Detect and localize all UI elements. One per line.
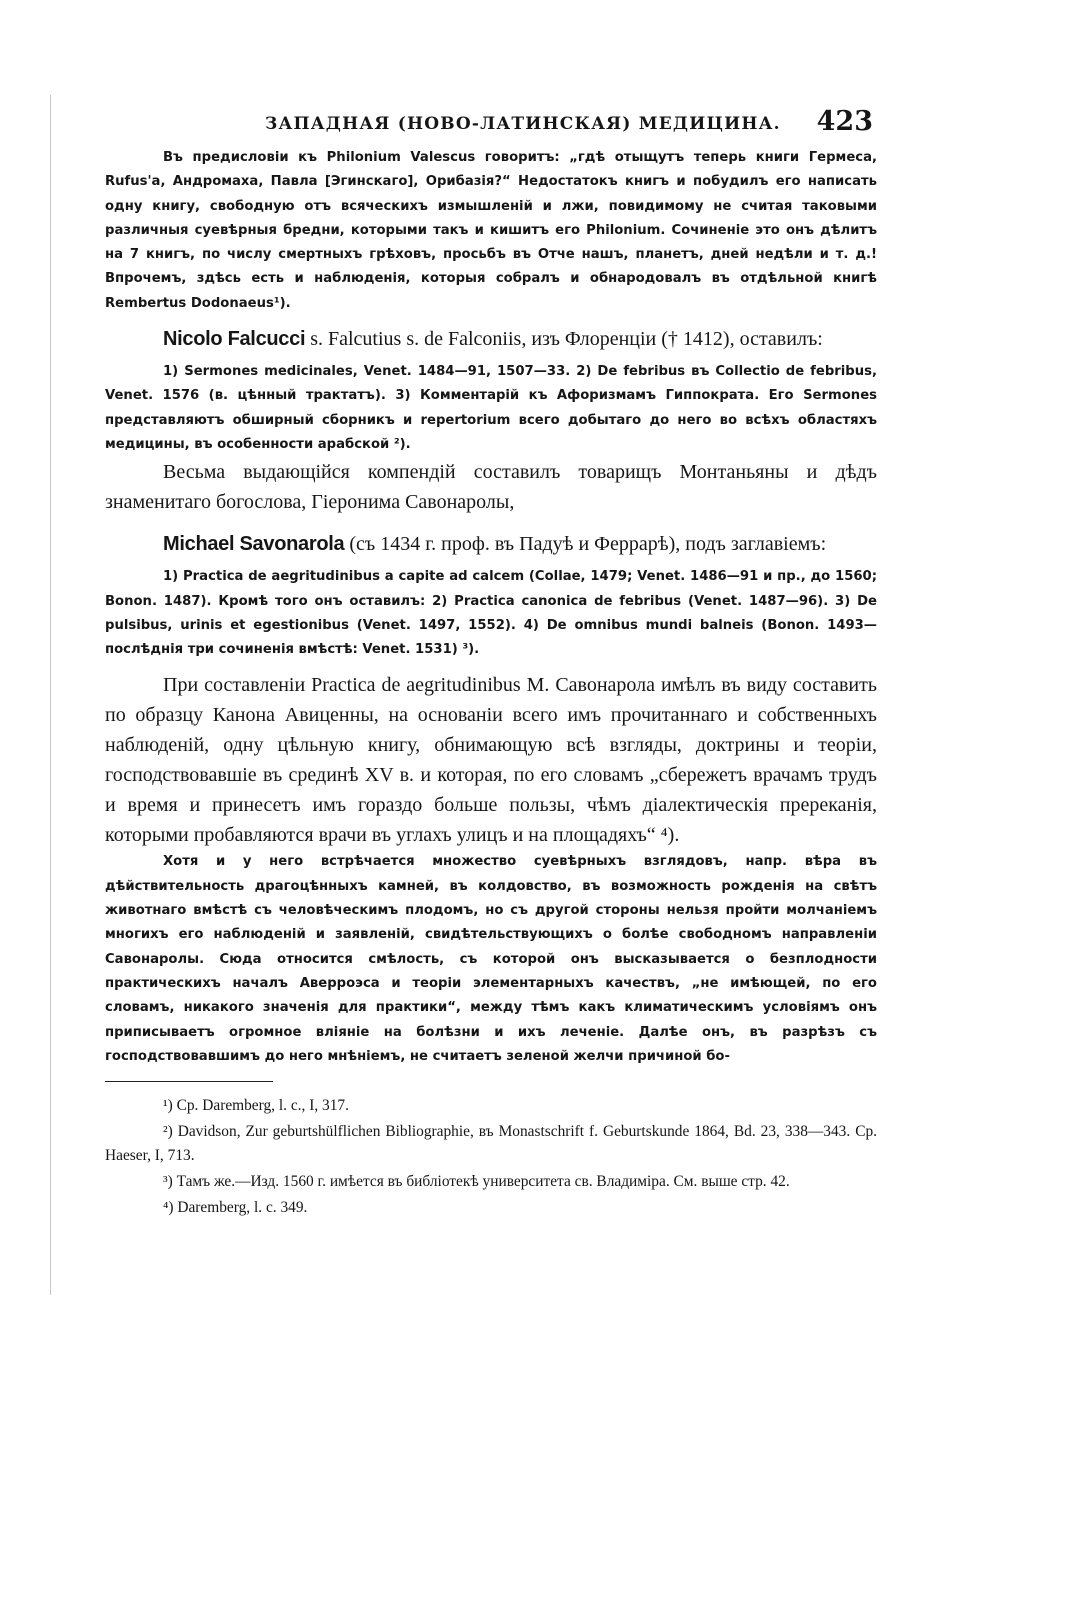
falcucci-works: 1) Sermones medicinales, Venet. 1484—91, 1507—33. 2) De febribus въ Collectio de febribus, Venet. 1576 (в. цѣнный трактатъ). 3) Комментарій къ Афоризмамъ Гиппократа. Его Sermones представляютъ обширный сборникъ и repertorium всего добытаго до него во всѣхъ областяхъ медицины, въ особенности арабской ²). — [105, 364, 877, 452]
entry-savonarola — [105, 529, 877, 559]
footnote-separator — [105, 1081, 273, 1082]
savonarola-works: 1) Practica de aegritudinibus a capite ad calcem (Collae, 1479; Venet. 1486—91 и пр., до 1560; Bonon. 1487). Кромѣ того онъ оставилъ: 2) Practica canonica de febribus (Venet. 1487—96). 3) De pulsibus, urinis et egestionibus (Venet. 1497, 1552). 4) De omnibus mundi balneis (Bonon. 1493—послѣднія три сочиненія вмѣстѣ: Venet. 1531) ³). — [105, 569, 877, 658]
paragraph-practica: При составленіи Practica de aegritudinibus М. Савонарола имѣлъ въ виду составить по образцу Канона Авиценны, на основаніи всего имъ прочитаннаго и собственныхъ наблюденій, одну цѣльную книгу, обнимающую всѣ взгляды, доктрины и теоріи, господствовавшіе въ срединѣ XV в. и которая, по его словамъ „сбережетъ врачамъ трудъ и время и принесетъ имъ гораздо больше пользы, чѣмъ діалектическія пререканія, которыми пробавляются врачи въ углахъ улицъ и на площадяхъ“ ⁴). — [105, 674, 877, 847]
footnote-1: ¹) Ср. Daremberg, l. c., I, 317. — [163, 1097, 349, 1115]
paragraph-valescus: Въ предисловіи къ Philonium Valescus говоритъ: „гдѣ отыщутъ теперь книги Гермеса, Rufus'а, Андромаха, Павла [Эгинскаго], Орибазія?“ Недостатокъ книгъ и побудилъ его написать одну книгу, свободную отъ всяческихъ измышленій и лжи, повидимому не считая таковыми различныя суевѣрныя бредни, которыми такъ и кишитъ его Philonium. Сочиненіе это онъ дѣлитъ на 7 книгъ, по числу смертныхъ грѣховъ, просьбъ въ Отче нашъ, планетъ, дней недѣли и т. д.! Впрочемъ, здѣсь есть и наблюденія, которыя собралъ и обнародовалъ въ отдѣльной книгѣ Rembertus Dodonaeus¹). — [105, 150, 877, 311]
entry-falcucci — [105, 324, 877, 354]
footnote-2: ²) Davidson, Zur geburtshülflichen Bibliographie, въ Monastschrift f. Geburtskunde 1864, Bd. 23, 338—343. Ср. Haeser, I, 713. — [105, 1123, 877, 1165]
running-head: ЗАПАДНАЯ (НОВО-ЛАТИНСКАЯ) МЕДИЦИНА. — [265, 114, 781, 134]
paragraph-superstitions: Хотя и у него встрѣчается множество суевѣрныхъ взглядовъ, напр. вѣра въ дѣйствительность драгоцѣнныхъ камней, въ колдовство, въ возможность рожденія на свѣтъ животнаго вмѣстѣ съ человѣческимъ плодомъ, но съ другой стороны нельзя пройти молчаніемъ многихъ его наблюденій и заявленій, свидѣтельствующихъ о болѣе свободномъ направленіи Савонаролы. Сюда относится смѣлость, съ которой онъ высказывается о безплодности практическихъ началъ Аверроэса и теоріи элементарныхъ качествъ, „не имѣющей, по его словамъ, никакого значенія для практики“, между тѣмъ какъ климатическимъ условіямъ онъ приписываетъ огромное вліяніе на болѣзни и ихъ леченіе. Далѣе онъ, въ разрѣзъ съ господствовавшимъ до него мнѣніемъ, не считаетъ зеленой желчи причиной бо- — [105, 854, 877, 1064]
page-header — [105, 100, 877, 146]
book-page — [105, 100, 877, 1220]
footnote-3: ³) Тамъ же.—Изд. 1560 г. имѣется въ библіотекѣ университета св. Владиміра. См. выше стр. 42. — [163, 1173, 790, 1191]
footnote-4: ⁴) Daremberg, l. c. 349. — [163, 1199, 308, 1217]
author-name-falcucci: Nicolo Falcucci — [163, 328, 306, 351]
page-margin-line — [50, 95, 51, 1295]
entry-savonarola-text: (съ 1434 г. проф. въ Падуѣ и Феррарѣ), подъ заглавіемъ: — [344, 533, 827, 556]
author-name-savonarola: Michael Savonarola — [163, 533, 345, 556]
paragraph-compendium: Весьма выдающійся компендій составилъ товарищъ Монтаньяны и дѣдъ знаменитаго богослова, Гіеронима Савонаролы, — [105, 461, 877, 514]
page-number: 423 — [816, 106, 873, 137]
entry-falcucci-text: s. Falcutius s. de Falconiis, изъ Флоренціи († 1412), оставилъ: — [305, 328, 823, 351]
footnotes — [105, 1094, 877, 1220]
